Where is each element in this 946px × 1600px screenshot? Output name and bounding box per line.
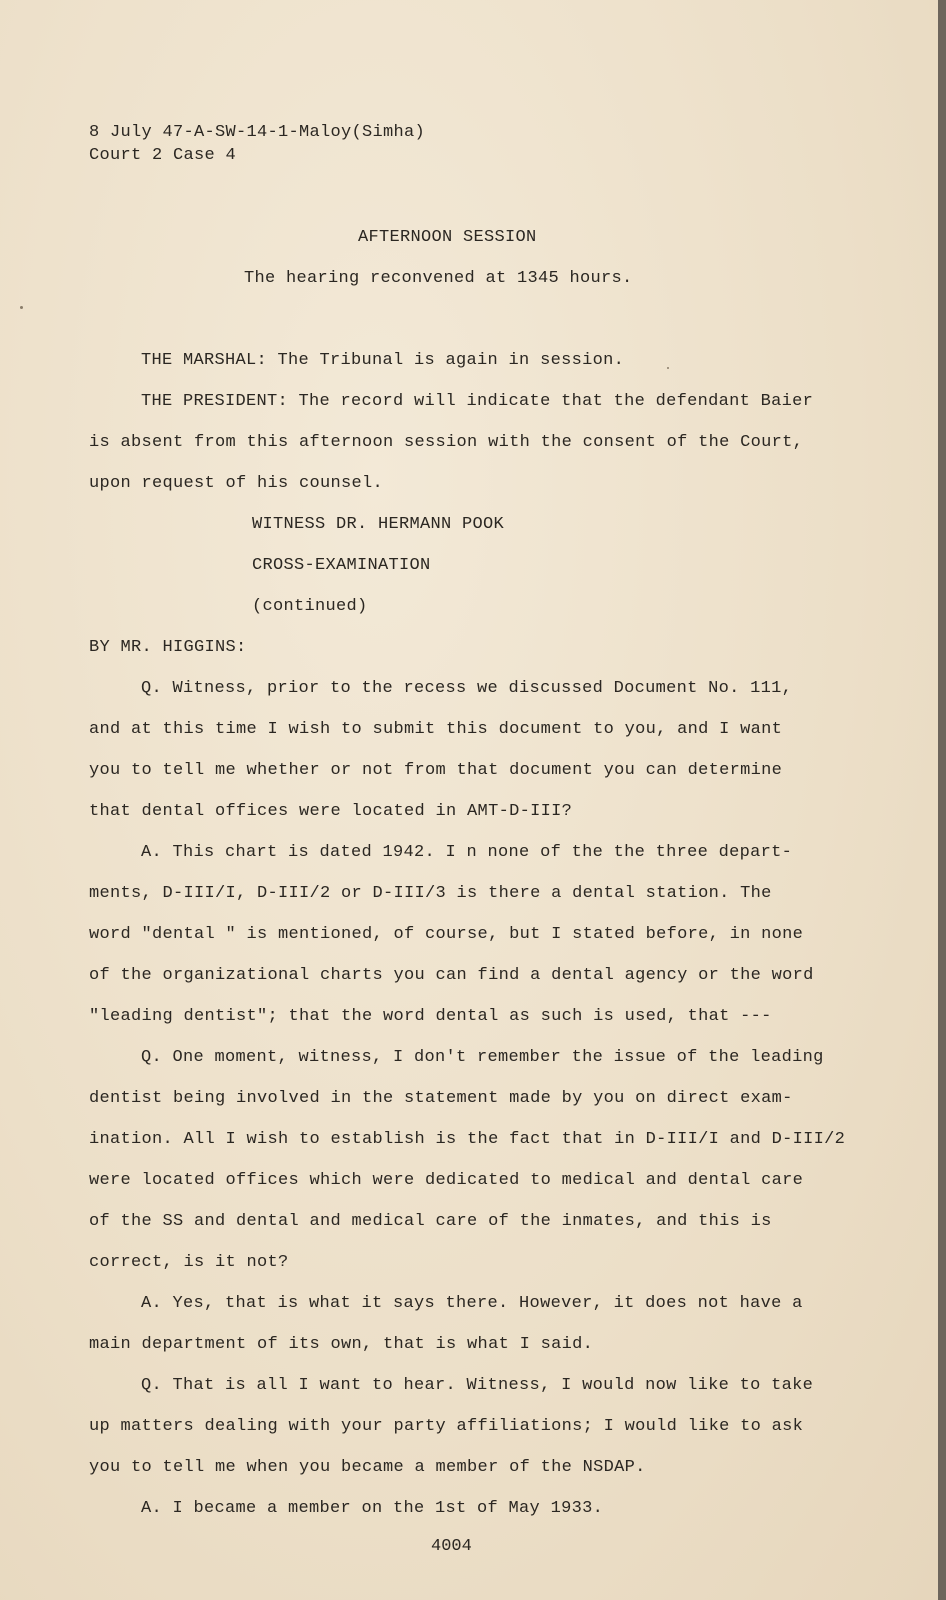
transcript-line: upon request of his counsel. (89, 474, 384, 493)
transcript-line: "leading dentist"; that the word dental as such is used, that --- (89, 1007, 772, 1026)
transcript-line: were located offices which were dedicated to medical and dental care (89, 1171, 804, 1190)
transcript-line: A. This chart is dated 1942. I n none of the the three depart- (141, 843, 793, 862)
page-edge-shadow (938, 0, 946, 1600)
transcript-line: up matters dealing with your party affiliations; I would like to ask (89, 1417, 804, 1436)
transcript-line: and at this time I wish to submit this document to you, and I want (89, 720, 783, 739)
document-reference: 8 July 47-A-SW-14-1-Maloy(Simha) (89, 123, 426, 142)
transcript-line: of the SS and dental and medical care of the inmates, and this is (89, 1212, 772, 1231)
transcript-line: word "dental " is mentioned, of course, but I stated before, in none (89, 925, 804, 944)
examination-heading: CROSS-EXAMINATION (252, 556, 431, 575)
transcript-line: is absent from this afternoon session with the consent of the Court, (89, 433, 804, 452)
examiner-heading: BY MR. HIGGINS: (89, 638, 247, 657)
transcript-line: main department of its own, that is what I said. (89, 1335, 594, 1354)
transcript-line: you to tell me when you became a member of the NSDAP. (89, 1458, 646, 1477)
transcript-line: dentist being involved in the statement made by you on direct exam- (89, 1089, 793, 1108)
transcript-line: ination. All I wish to establish is the fact that in D-III/I and D-III/2 (89, 1130, 846, 1149)
page-number: 4004 (431, 1537, 472, 1556)
continued-note: (continued) (252, 597, 368, 616)
transcript-line: ments, D-III/I, D-III/2 or D-III/3 is there a dental station. The (89, 884, 772, 903)
witness-heading: WITNESS DR. HERMANN POOK (252, 515, 505, 534)
transcript-line: A. I became a member on the 1st of May 1933. (141, 1499, 604, 1518)
transcript-line: THE MARSHAL: The Tribunal is again in session. (141, 351, 625, 370)
transcript-line: Q. That is all I want to hear. Witness, I would now like to take (141, 1376, 814, 1395)
session-title: AFTERNOON SESSION (358, 228, 537, 247)
transcript-line: THE PRESIDENT: The record will indicate that the defendant Baier (141, 392, 814, 411)
transcript-line: correct, is it not? (89, 1253, 289, 1272)
paper-speck (20, 306, 23, 309)
transcript-line: Q. One moment, witness, I don't remember the issue of the leading (141, 1048, 824, 1067)
court-case: Court 2 Case 4 (89, 146, 237, 165)
transcript-line: of the organizational charts you can find a dental agency or the word (89, 966, 814, 985)
transcript-line: Q. Witness, prior to the recess we discussed Document No. 111, (141, 679, 793, 698)
paper-speck (667, 367, 669, 369)
transcript-line: A. Yes, that is what it says there. However, it does not have a (141, 1294, 803, 1313)
transcript-line: you to tell me whether or not from that document you can determine (89, 761, 783, 780)
reconvened-note: The hearing reconvened at 1345 hours. (244, 269, 633, 288)
transcript-line: that dental offices were located in AMT-D-III? (89, 802, 573, 821)
